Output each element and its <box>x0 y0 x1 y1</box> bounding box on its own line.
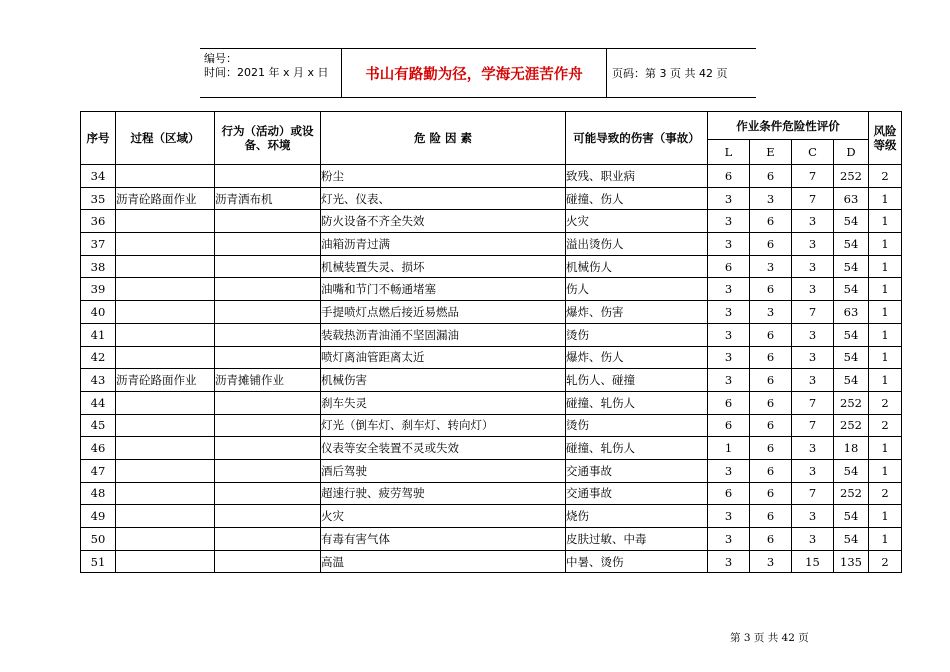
cell-seq: 46 <box>81 437 116 460</box>
cell-harm: 交通事故 <box>566 482 708 505</box>
col-header-seq: 序号 <box>81 112 116 165</box>
cell-harm: 烫伤 <box>566 323 708 346</box>
cell-process <box>116 301 215 324</box>
cell-seq: 48 <box>81 482 116 505</box>
table-row <box>81 278 902 301</box>
table-row <box>81 165 902 188</box>
cell-hazard: 仪表等安全装置不灵或失效 <box>321 437 566 460</box>
page-footer: 第 3 页 共 42 页 <box>730 632 809 644</box>
cell-risk: 2 <box>869 550 902 573</box>
cell-L: 6 <box>708 255 750 278</box>
cell-E: 6 <box>750 165 792 188</box>
cell-E: 6 <box>750 369 792 392</box>
cell-process <box>116 391 215 414</box>
cell-behavior <box>215 528 321 551</box>
cell-harm: 碰撞、伤人 <box>566 187 708 210</box>
cell-harm: 中暑、烫伤 <box>566 550 708 573</box>
table-row <box>81 323 902 346</box>
cell-harm: 爆炸、伤害 <box>566 301 708 324</box>
cell-L: 6 <box>708 414 750 437</box>
cell-D: 54 <box>834 346 869 369</box>
cell-behavior <box>215 210 321 233</box>
cell-C: 7 <box>792 391 834 414</box>
cell-process <box>116 278 215 301</box>
cell-behavior <box>215 550 321 573</box>
cell-risk: 1 <box>869 301 902 324</box>
cell-D: 252 <box>834 165 869 188</box>
cell-behavior <box>215 301 321 324</box>
cell-hazard: 手提喷灯点燃后接近易燃品 <box>321 301 566 324</box>
cell-D: 54 <box>834 233 869 256</box>
cell-risk: 1 <box>869 505 902 528</box>
header-meta <box>200 49 342 97</box>
cell-seq: 51 <box>81 550 116 573</box>
cell-process <box>116 255 215 278</box>
cell-behavior: 沥青洒布机 <box>215 187 321 210</box>
cell-hazard: 机械伤害 <box>321 369 566 392</box>
cell-process <box>116 459 215 482</box>
cell-hazard: 酒后驾驶 <box>321 459 566 482</box>
cell-process <box>116 210 215 233</box>
table-body <box>81 165 902 573</box>
cell-L: 3 <box>708 301 750 324</box>
number-label: 编号： <box>204 52 237 65</box>
cell-E: 3 <box>750 550 792 573</box>
cell-L: 6 <box>708 482 750 505</box>
col-header-eval: 作业条件危险性评价 <box>708 112 869 140</box>
cell-C: 3 <box>792 505 834 528</box>
cell-C: 15 <box>792 550 834 573</box>
cell-C: 7 <box>792 414 834 437</box>
cell-hazard: 装载热沥青油涌不坚固漏油 <box>321 323 566 346</box>
cell-hazard: 喷灯离油管距离太近 <box>321 346 566 369</box>
cell-L: 1 <box>708 437 750 460</box>
cell-E: 6 <box>750 346 792 369</box>
cell-behavior <box>215 391 321 414</box>
cell-E: 6 <box>750 528 792 551</box>
cell-process <box>116 233 215 256</box>
cell-hazard: 灯光、仪表、 <box>321 187 566 210</box>
cell-D: 18 <box>834 437 869 460</box>
cell-process <box>116 437 215 460</box>
cell-risk: 2 <box>869 414 902 437</box>
cell-risk: 1 <box>869 187 902 210</box>
table-row <box>81 210 902 233</box>
cell-D: 54 <box>834 255 869 278</box>
cell-harm: 皮肤过敏、中毒 <box>566 528 708 551</box>
cell-behavior <box>215 414 321 437</box>
col-header-process: 过程（区域） <box>116 112 215 165</box>
cell-C: 7 <box>792 301 834 324</box>
table-row <box>81 459 902 482</box>
cell-D: 54 <box>834 369 869 392</box>
cell-process <box>116 550 215 573</box>
table-row <box>81 391 902 414</box>
cell-D: 54 <box>834 278 869 301</box>
cell-L: 3 <box>708 346 750 369</box>
cell-process <box>116 528 215 551</box>
table-row <box>81 550 902 573</box>
cell-E: 3 <box>750 255 792 278</box>
cell-hazard: 有毒有害气体 <box>321 528 566 551</box>
cell-C: 3 <box>792 369 834 392</box>
cell-hazard: 高温 <box>321 550 566 573</box>
cell-behavior <box>215 505 321 528</box>
cell-process: 沥青砼路面作业 <box>116 369 215 392</box>
cell-C: 3 <box>792 233 834 256</box>
cell-hazard: 粉尘 <box>321 165 566 188</box>
cell-process <box>116 323 215 346</box>
cell-L: 3 <box>708 187 750 210</box>
cell-harm: 烧伤 <box>566 505 708 528</box>
cell-process <box>116 414 215 437</box>
table-row <box>81 528 902 551</box>
table-row <box>81 369 902 392</box>
cell-seq: 36 <box>81 210 116 233</box>
cell-D: 54 <box>834 505 869 528</box>
cell-harm: 火灾 <box>566 210 708 233</box>
cell-L: 3 <box>708 233 750 256</box>
cell-seq: 44 <box>81 391 116 414</box>
col-header-hazard: 危 险 因 素 <box>321 112 566 165</box>
cell-D: 63 <box>834 187 869 210</box>
cell-seq: 41 <box>81 323 116 346</box>
cell-behavior <box>215 233 321 256</box>
header-motto: 书山有路勤为径，学海无涯苦作舟 <box>342 49 607 97</box>
table-row <box>81 233 902 256</box>
cell-hazard: 防火设备不齐全失效 <box>321 210 566 233</box>
cell-L: 3 <box>708 210 750 233</box>
cell-seq: 38 <box>81 255 116 278</box>
cell-process <box>116 482 215 505</box>
cell-seq: 47 <box>81 459 116 482</box>
cell-D: 135 <box>834 550 869 573</box>
cell-risk: 1 <box>869 459 902 482</box>
cell-L: 3 <box>708 459 750 482</box>
cell-L: 3 <box>708 505 750 528</box>
cell-behavior <box>215 165 321 188</box>
cell-D: 252 <box>834 482 869 505</box>
cell-risk: 2 <box>869 391 902 414</box>
cell-process <box>116 165 215 188</box>
cell-C: 7 <box>792 482 834 505</box>
cell-hazard: 油箱沥青过满 <box>321 233 566 256</box>
cell-C: 3 <box>792 278 834 301</box>
cell-hazard: 刹车失灵 <box>321 391 566 414</box>
cell-L: 3 <box>708 323 750 346</box>
cell-L: 3 <box>708 528 750 551</box>
cell-C: 3 <box>792 323 834 346</box>
cell-E: 6 <box>750 437 792 460</box>
cell-risk: 1 <box>869 255 902 278</box>
cell-risk: 1 <box>869 346 902 369</box>
cell-seq: 50 <box>81 528 116 551</box>
cell-harm: 碰撞、轧伤人 <box>566 437 708 460</box>
cell-D: 54 <box>834 459 869 482</box>
cell-seq: 37 <box>81 233 116 256</box>
table-row <box>81 301 902 324</box>
document-header <box>200 48 756 98</box>
cell-behavior <box>215 346 321 369</box>
cell-behavior <box>215 255 321 278</box>
cell-process <box>116 505 215 528</box>
cell-process: 沥青砼路面作业 <box>116 187 215 210</box>
table-row <box>81 255 902 278</box>
cell-D: 54 <box>834 323 869 346</box>
cell-harm: 轧伤人、碰撞 <box>566 369 708 392</box>
cell-C: 7 <box>792 165 834 188</box>
table-row <box>81 505 902 528</box>
col-header-L: L <box>708 140 750 165</box>
cell-E: 6 <box>750 482 792 505</box>
cell-risk: 1 <box>869 528 902 551</box>
cell-behavior: 沥青摊铺作业 <box>215 369 321 392</box>
cell-behavior <box>215 482 321 505</box>
cell-E: 3 <box>750 187 792 210</box>
cell-harm: 致残、职业病 <box>566 165 708 188</box>
cell-risk: 2 <box>869 482 902 505</box>
table-row <box>81 187 902 210</box>
table-row <box>81 346 902 369</box>
cell-E: 3 <box>750 301 792 324</box>
cell-C: 3 <box>792 255 834 278</box>
cell-harm: 伤人 <box>566 278 708 301</box>
cell-hazard: 火灾 <box>321 505 566 528</box>
cell-E: 6 <box>750 459 792 482</box>
risk-evaluation-table <box>80 111 902 573</box>
cell-L: 3 <box>708 278 750 301</box>
time-label: 时间：2021 年 x 月 x 日 <box>204 66 329 79</box>
cell-risk: 1 <box>869 369 902 392</box>
col-header-E: E <box>750 140 792 165</box>
cell-seq: 49 <box>81 505 116 528</box>
cell-L: 3 <box>708 369 750 392</box>
cell-risk: 1 <box>869 437 902 460</box>
cell-C: 3 <box>792 459 834 482</box>
cell-risk: 1 <box>869 278 902 301</box>
cell-seq: 42 <box>81 346 116 369</box>
cell-E: 6 <box>750 391 792 414</box>
table-row <box>81 482 902 505</box>
cell-hazard: 灯光（倒车灯、刹车灯、转向灯） <box>321 414 566 437</box>
cell-hazard: 油嘴和节门不畅通堵塞 <box>321 278 566 301</box>
cell-risk: 1 <box>869 210 902 233</box>
table-row <box>81 414 902 437</box>
cell-seq: 34 <box>81 165 116 188</box>
cell-risk: 2 <box>869 165 902 188</box>
cell-harm: 碰撞、轧伤人 <box>566 391 708 414</box>
cell-hazard: 超速行驶、疲劳驾驶 <box>321 482 566 505</box>
cell-E: 6 <box>750 233 792 256</box>
cell-harm: 烫伤 <box>566 414 708 437</box>
cell-E: 6 <box>750 323 792 346</box>
cell-C: 7 <box>792 187 834 210</box>
cell-E: 6 <box>750 414 792 437</box>
col-header-D: D <box>834 140 869 165</box>
cell-D: 252 <box>834 414 869 437</box>
cell-C: 3 <box>792 210 834 233</box>
cell-hazard: 机械装置失灵、损坏 <box>321 255 566 278</box>
cell-behavior <box>215 459 321 482</box>
col-header-harm: 可能导致的伤害（事故） <box>566 112 708 165</box>
cell-seq: 45 <box>81 414 116 437</box>
cell-seq: 35 <box>81 187 116 210</box>
cell-C: 3 <box>792 437 834 460</box>
cell-behavior <box>215 278 321 301</box>
cell-E: 6 <box>750 278 792 301</box>
header-page-label: 页码：第 3 页 共 42 页 <box>612 67 728 80</box>
cell-harm: 交通事故 <box>566 459 708 482</box>
cell-process <box>116 346 215 369</box>
cell-harm: 机械伤人 <box>566 255 708 278</box>
cell-C: 3 <box>792 528 834 551</box>
cell-C: 3 <box>792 346 834 369</box>
cell-D: 54 <box>834 210 869 233</box>
cell-seq: 39 <box>81 278 116 301</box>
cell-D: 252 <box>834 391 869 414</box>
col-header-behavior: 行为（活动）或设备、环境 <box>215 112 321 165</box>
cell-D: 63 <box>834 301 869 324</box>
cell-behavior <box>215 437 321 460</box>
col-header-risk: 风险等级 <box>869 112 902 165</box>
cell-behavior <box>215 323 321 346</box>
cell-L: 6 <box>708 165 750 188</box>
cell-harm: 爆炸、伤人 <box>566 346 708 369</box>
cell-seq: 43 <box>81 369 116 392</box>
cell-E: 6 <box>750 505 792 528</box>
cell-L: 3 <box>708 550 750 573</box>
cell-risk: 1 <box>869 323 902 346</box>
table-row <box>81 437 902 460</box>
cell-seq: 40 <box>81 301 116 324</box>
col-header-C: C <box>792 140 834 165</box>
cell-E: 6 <box>750 210 792 233</box>
cell-risk: 1 <box>869 233 902 256</box>
cell-L: 6 <box>708 391 750 414</box>
cell-D: 54 <box>834 528 869 551</box>
cell-harm: 溢出烫伤人 <box>566 233 708 256</box>
